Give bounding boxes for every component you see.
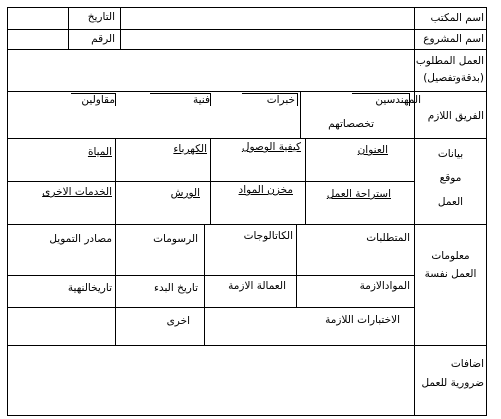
site-data-mid-line	[7, 181, 415, 182]
water-label: المياة	[87, 146, 112, 158]
office-name-field[interactable]	[121, 8, 414, 29]
additions-field[interactable]	[8, 346, 414, 415]
site-data-label-2: موقع	[439, 172, 462, 184]
work-required-sublabel: (بدقةوتفصيل)	[423, 72, 484, 84]
technical-label: فنية	[193, 94, 210, 106]
catalogs-label: الكاتالوجات	[243, 230, 293, 242]
site-divider-2	[210, 138, 211, 225]
experience-label: خبرات	[266, 94, 295, 106]
work-rest-label: استراحة العمل	[326, 188, 391, 200]
required-tests-label: الاختبارات اللازمة	[325, 314, 400, 326]
additions-label-1: اضافات	[450, 358, 484, 370]
work-info-mid-line-2	[7, 307, 415, 308]
access-method-label: كيفية الوصول	[241, 141, 301, 153]
electricity-label: الكهرباء	[173, 143, 207, 155]
workshops-label: الورش	[170, 187, 200, 199]
label-column-divider	[414, 7, 415, 416]
address-label: العنوان	[357, 144, 388, 156]
site-divider-1	[115, 138, 116, 225]
funding-sources-label: مصادر التمويل	[49, 233, 112, 245]
work-info-label-2: العمل نفسة	[424, 268, 477, 280]
other-label: اخرى	[166, 315, 190, 327]
work-required-field[interactable]	[8, 50, 414, 91]
site-divider-3	[305, 138, 306, 225]
info-divider-3	[296, 224, 297, 308]
other-services-label: الخدمات الاخرى	[42, 186, 112, 198]
contractors-label: مقاولين	[81, 94, 115, 106]
required-labor-label: العمالة الازمة	[228, 280, 286, 292]
site-data-label-1: بيانات	[437, 148, 464, 160]
work-info-label-1: معلومات	[431, 250, 470, 262]
team-bottom-line	[7, 138, 487, 139]
work-required-label: العمل المطلوب	[415, 55, 484, 67]
office-name-label: اسم المكتب	[430, 12, 484, 24]
additions-label-2: ضرورية للعمل	[421, 377, 484, 389]
requirements-label: المتطلبات	[366, 232, 410, 244]
team-divider-1	[300, 91, 301, 139]
frame-right-line	[486, 7, 487, 416]
frame-bottom-line	[7, 415, 487, 416]
site-data-label-3: العمل	[437, 196, 464, 208]
info-divider-1	[115, 224, 116, 346]
header-cell-left-divider	[68, 7, 69, 50]
site-data-bottom-line	[7, 224, 487, 225]
number-field[interactable]	[8, 30, 68, 49]
date-field[interactable]	[8, 8, 68, 29]
project-name-label: اسم المشروع	[423, 33, 484, 45]
work-info-mid-line-1	[7, 275, 415, 276]
start-date-label: تاريخ البدء	[154, 282, 198, 294]
drawings-label: الرسومات	[153, 233, 198, 245]
required-materials-label: الموادالازمة	[359, 280, 410, 292]
engineers-label: المهندسين	[375, 94, 421, 106]
specialties-label: تخصصاتهم	[328, 118, 374, 130]
work-required-bottom-line	[7, 91, 487, 92]
number-label: الرقم	[91, 33, 115, 45]
team-label: الفريق اللازم	[427, 110, 484, 122]
project-name-field[interactable]	[121, 30, 414, 49]
date-label: التاريخ	[87, 11, 115, 23]
end-date-label: تاريخالنهية	[67, 282, 112, 294]
material-store-label: مخزن المواد	[238, 184, 293, 196]
info-divider-2	[204, 224, 205, 346]
